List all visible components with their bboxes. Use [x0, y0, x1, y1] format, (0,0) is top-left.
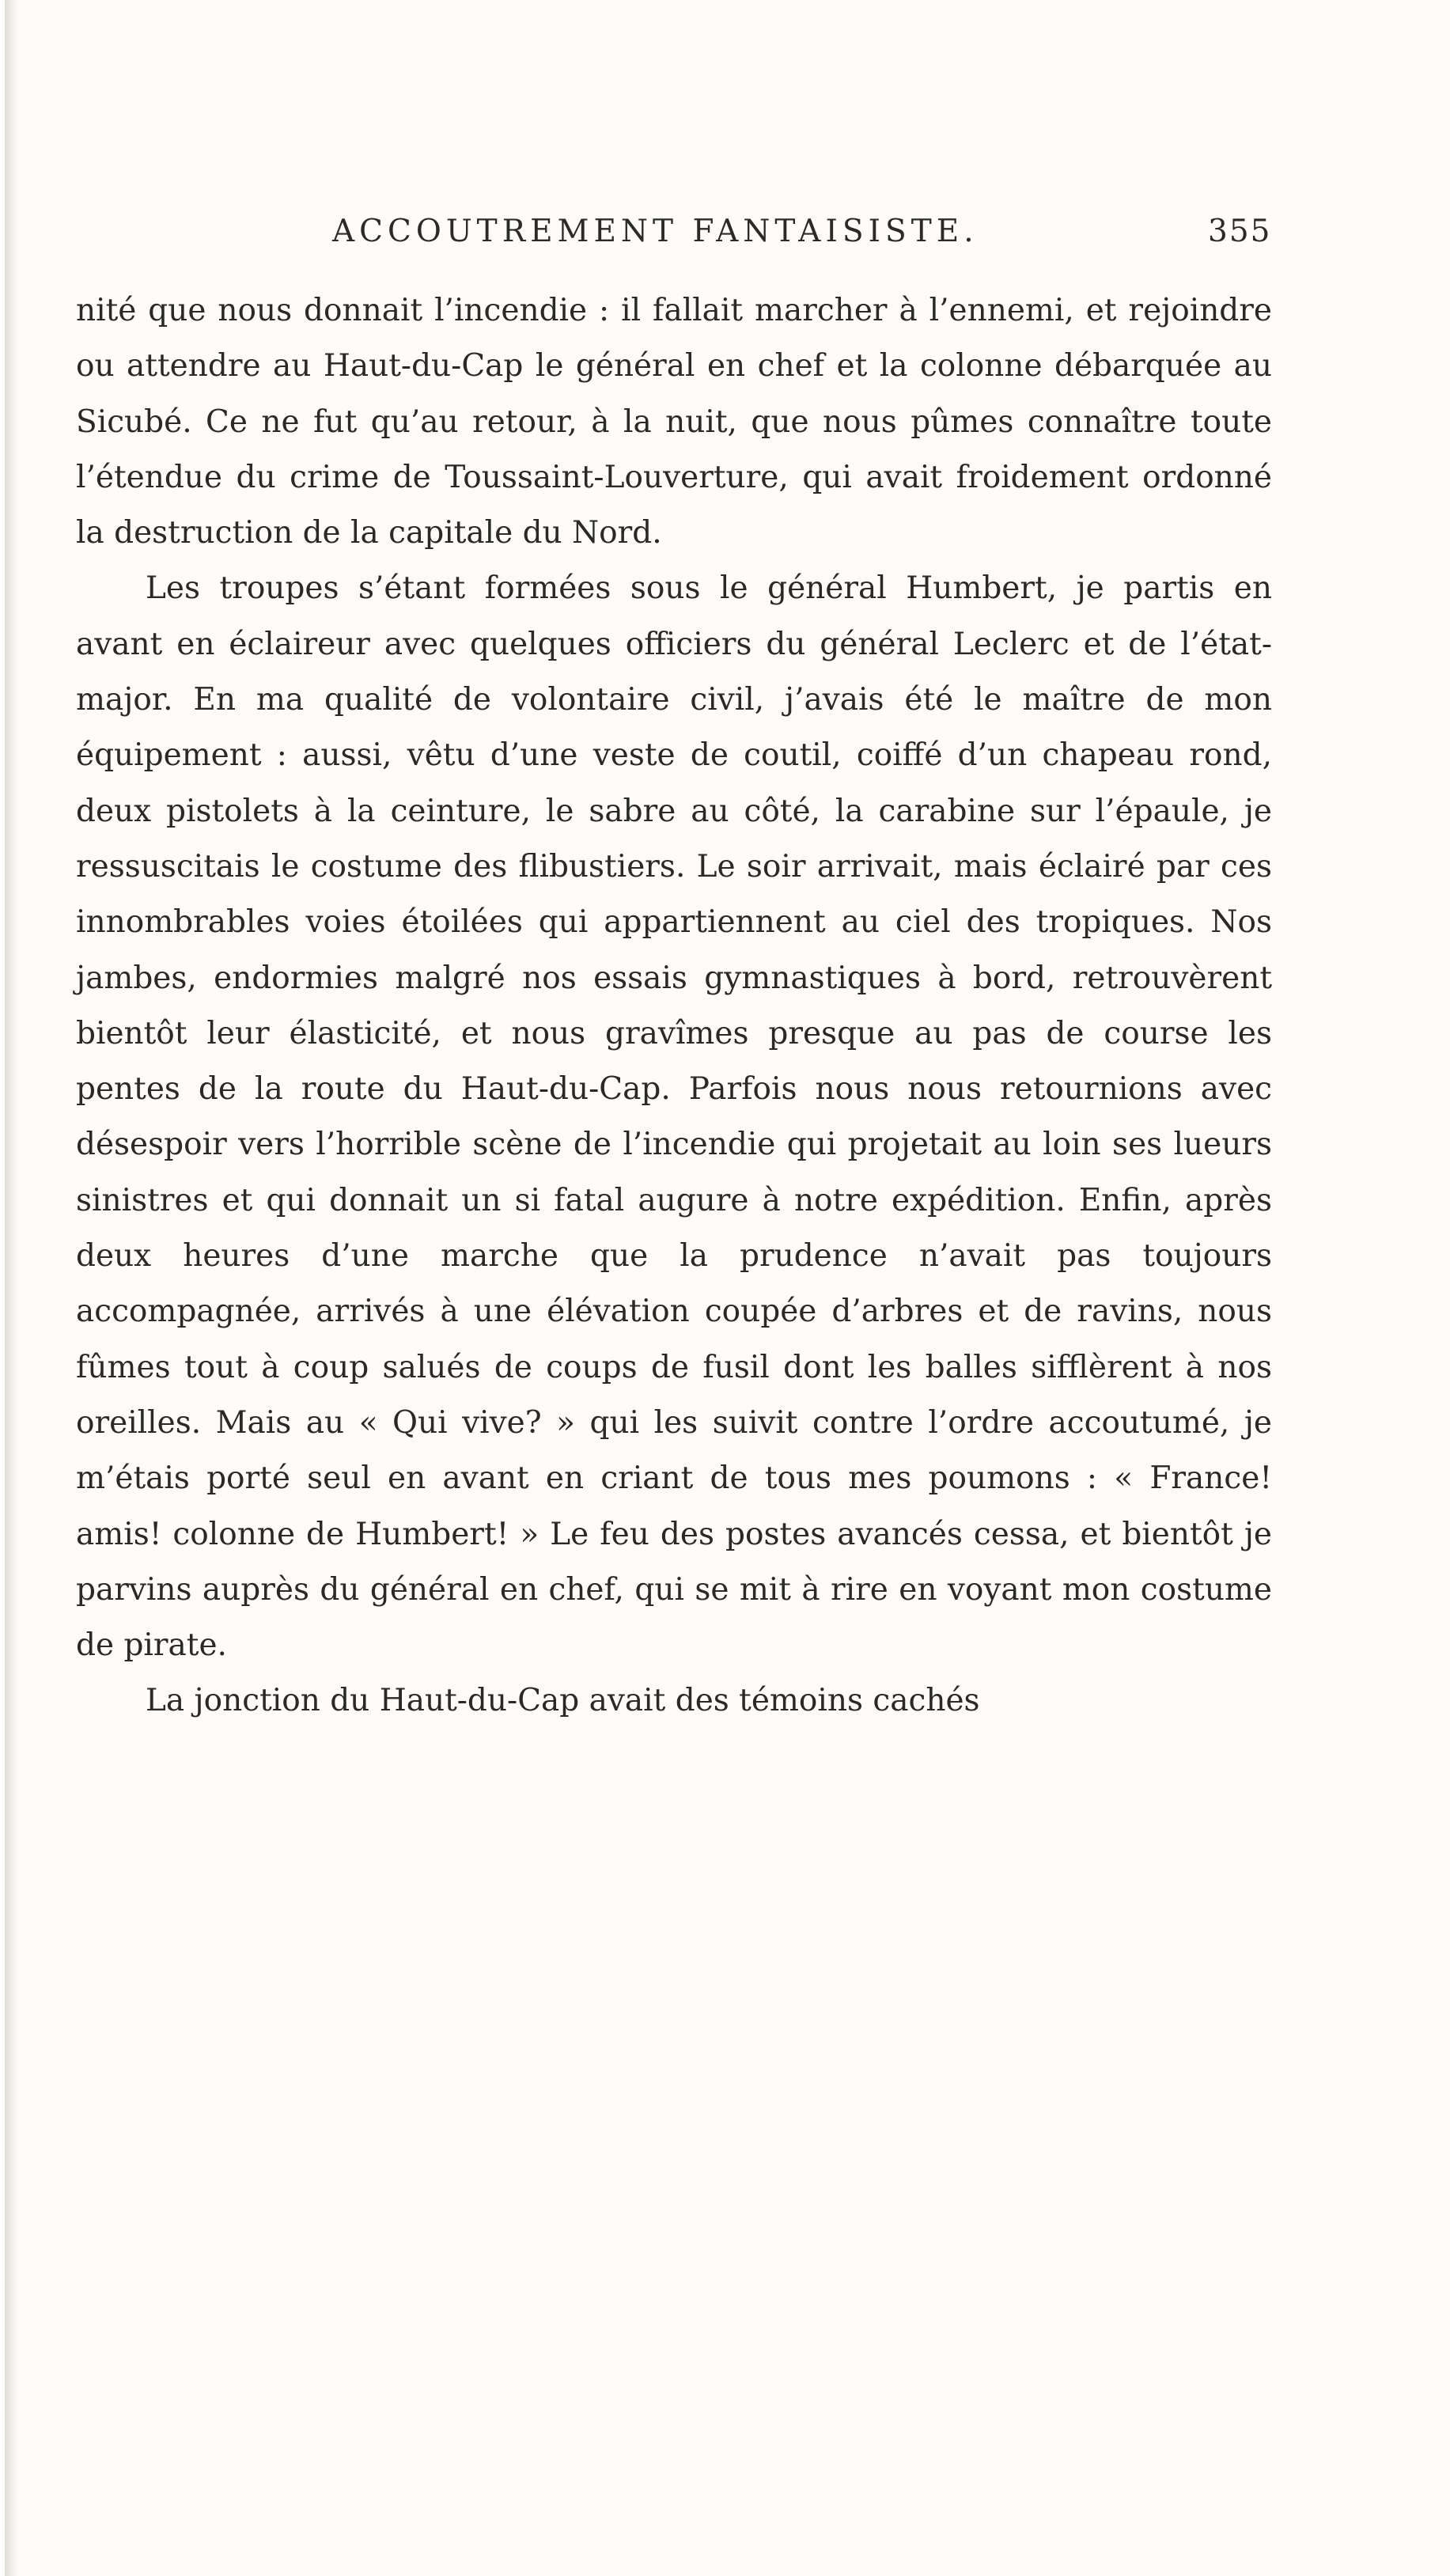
running-title: ACCOUTREMENT FANTAISISTE. — [332, 214, 979, 249]
paragraph-troops: Les troupes s’étant formées sous le général Humbert, je partis en avant en éclaireur avec quelques officiers du général Leclerc et de l’état-major. En ma qualité de volontaire civil, j’avais été le maître de mon équipement : aussi, vêtu d’une veste de coutil, coiffé d’un chapeau rond, deux pistolets à la ceinture, le sabre au côté, la carabine sur l’épaule, je ressuscitais le costume des flibustiers. Le soir arrivait, mais éclairé par ces innombrables voies étoilées qui appartiennent au ciel des tropiques. Nos jambes, endormies malgré nos essais gymnastiques à bord, retrouvèrent bientôt leur élasticité, et nous gravîmes presque au pas de course les pentes de la route du Haut-du-Cap. Parfois nous nous retournions avec désespoir vers l’horrible scène de l’incendie qui projetait au loin ses lueurs sinistres et qui donnait un si fatal augure à notre expédition. Enfin, après deux heures d’une marche que la prudence n’avait pas toujours accompagnée, arrivés à une élévation coupée d’arbres et de ravins, nous fûmes tout à coup salués de coups de fusil dont les balles sifflèrent à nos oreilles. Mais au « Qui vive? » qui les suivit contre l’ordre accoutumé, je m’étais porté seul en avant en criant de tous mes poumons : « France! amis! colonne de Humbert! » Le feu des postes avancés cessa, et bientôt je parvins auprès du général en chef, qui se mit à rire en voyant mon costume de pirate. — [76, 570, 1272, 1664]
spine-shadow — [5, 0, 19, 2576]
running-head — [0, 214, 1450, 269]
body-text — [76, 283, 1272, 1729]
paragraph-continuation: nité que nous donnait l’incendie : il fallait marcher à l’ennemi, et rejoindre ou attendre au Haut-du-Cap le général en chef et la colonne débarquée au Sicubé. Ce ne fut qu’au retour, à la nuit, que nous pûmes connaître toute l’étendue du crime de Toussaint-Louverture, qui avait froidement ordonné la destruction de la capitale du Nord. — [76, 293, 1272, 551]
page-number: 355 — [1208, 214, 1272, 249]
paragraph-junction: La jonction du Haut-du-Cap avait des témoins cachés — [146, 1683, 980, 1719]
